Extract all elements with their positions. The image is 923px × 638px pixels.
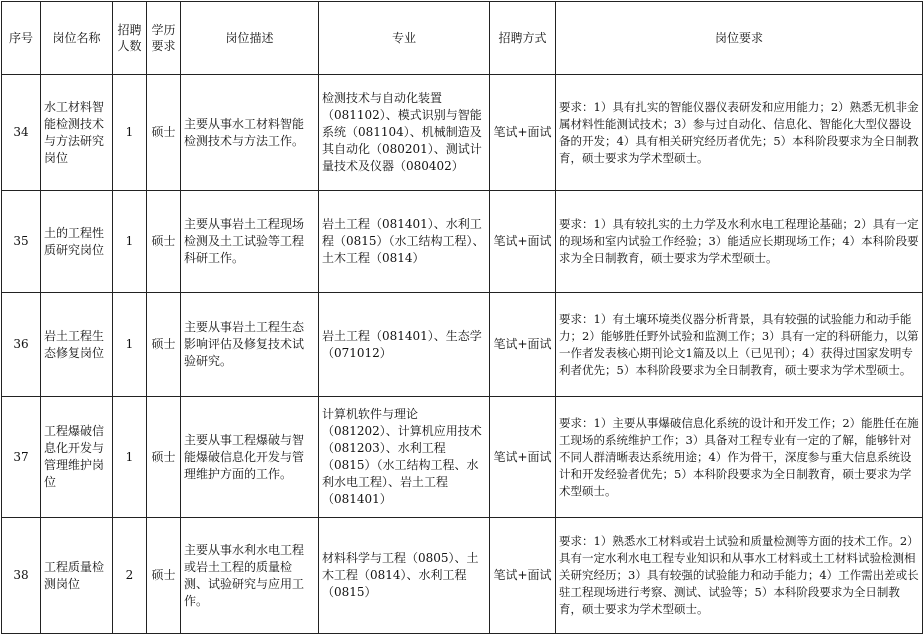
cell-name: 土的工程性质研究岗位 (41, 191, 113, 293)
header-edu: 学历要求 (147, 2, 181, 75)
cell-count: 1 (113, 397, 147, 518)
cell-major: 检测技术与自动化装置（081102）、模式识别与智能系统（081104）、机械制造及其自动化（080201）、测试计量技术及仪器（080402） (319, 75, 490, 191)
cell-seq: 38 (2, 518, 41, 634)
cell-major: 岩土工程（081401）、生态学（071012） (319, 293, 490, 397)
cell-edu: 硕士 (147, 397, 181, 518)
table-row (2, 293, 923, 397)
cell-desc: 主要从事岩土工程生态影响评估及修复技术试验研究。 (181, 293, 319, 397)
cell-edu: 硕士 (147, 518, 181, 634)
recruitment-table (1, 1, 923, 634)
header-method: 招聘方式 (490, 2, 556, 75)
cell-seq: 37 (2, 397, 41, 518)
cell-count: 2 (113, 518, 147, 634)
cell-edu: 硕士 (147, 191, 181, 293)
cell-name: 工程爆破信息化开发与管理维护岗位 (41, 397, 113, 518)
header-desc: 岗位描述 (181, 2, 319, 75)
cell-req: 要求：1）熟悉水工材料或岩土试验和质量检测等方面的技术工作。2）具有一定水利水电工程专业知识和从事水工材料或土工材料试验检测相关研究经历；3）具有较强的试验能力和动手能力；4）工作需出差或长驻工程现场进行考察、测试、试验等；5）本科阶段要求为全日制教育，硕士要求为学术型硕士。 (556, 518, 923, 634)
cell-req: 要求：1）具有扎实的智能仪器仪表研发和应用能力；2）熟悉无机非金属材料性能测试技术；3）参与过自动化、信息化、智能化大型仪器设备的开发；4）具有相关研究经历者优先；5）本科阶段要求为全日制教育，硕士要求为学术型硕士。 (556, 75, 923, 191)
header-major: 专业 (319, 2, 490, 75)
cell-name: 水工材料智能检测技术与方法研究岗位 (41, 75, 113, 191)
cell-req: 要求：1）有土壤环境类仪器分析背景，具有较强的试验能力和动手能力；2）能够胜任野外试验和监测工作；3）具有一定的科研能力，以第一作者发表核心期刊论文1篇及以上（已见刊）；4）获得过国家发明专利者优先；5）本科阶段要求为全日制教育，硕士要求为学术型硕士。 (556, 293, 923, 397)
cell-seq: 34 (2, 75, 41, 191)
header-count: 招聘人数 (113, 2, 147, 75)
cell-method: 笔试+面试 (490, 518, 556, 634)
header-row (2, 2, 923, 75)
cell-seq: 35 (2, 191, 41, 293)
header-seq: 序号 (2, 2, 41, 75)
cell-name: 岩土工程生态修复岗位 (41, 293, 113, 397)
cell-desc: 主要从事工程爆破与智能爆破信息化开发与管理维护方面的工作。 (181, 397, 319, 518)
cell-desc: 主要从事水利水电工程或岩土工程的质量检测、试验研究与应用工作。 (181, 518, 319, 634)
cell-count: 1 (113, 75, 147, 191)
cell-method: 笔试+面试 (490, 75, 556, 191)
cell-method: 笔试+面试 (490, 191, 556, 293)
cell-seq: 36 (2, 293, 41, 397)
cell-major: 材料科学与工程（0805）、土木工程（0814）、水利工程（0815） (319, 518, 490, 634)
cell-major: 计算机软件与理论（081202）、计算机应用技术（081203）、水利工程（0815）（水工结构工程、水利水电工程）、岩土工程（081401） (319, 397, 490, 518)
cell-count: 1 (113, 293, 147, 397)
cell-req: 要求：1）具有较扎实的土力学及水利水电工程理论基础；2）具有一定的现场和室内试验工作经验；3）能适应长期现场工作；4）本科阶段要求为全日制教育，硕士要求为学术型硕士。 (556, 191, 923, 293)
table-row (2, 75, 923, 191)
cell-edu: 硕士 (147, 293, 181, 397)
cell-major: 岩土工程（081401）、水利工程（0815）（水工结构工程）、土木工程（0814） (319, 191, 490, 293)
table-row (2, 191, 923, 293)
table-row (2, 518, 923, 634)
header-req: 岗位要求 (556, 2, 923, 75)
table-row (2, 397, 923, 518)
cell-method: 笔试+面试 (490, 293, 556, 397)
header-name: 岗位名称 (41, 2, 113, 75)
cell-method: 笔试+面试 (490, 397, 556, 518)
cell-desc: 主要从事水工材料智能检测技术与方法工作。 (181, 75, 319, 191)
cell-name: 工程质量检测岗位 (41, 518, 113, 634)
cell-count: 1 (113, 191, 147, 293)
cell-edu: 硕士 (147, 75, 181, 191)
cell-req: 要求：1）主要从事爆破信息化系统的设计和开发工作；2）能胜任在施工现场的系统维护工作；3）具备对工程专业有一定的了解，能够针对不同人群清晰表达系统用途；4）作为骨干，深度参与重大信息系统设计和开发经验者优先；5）本科阶段要求为全日制教育，硕士要求为学术型硕士。 (556, 397, 923, 518)
cell-desc: 主要从事岩土工程现场检测及土工试验等工程科研工作。 (181, 191, 319, 293)
